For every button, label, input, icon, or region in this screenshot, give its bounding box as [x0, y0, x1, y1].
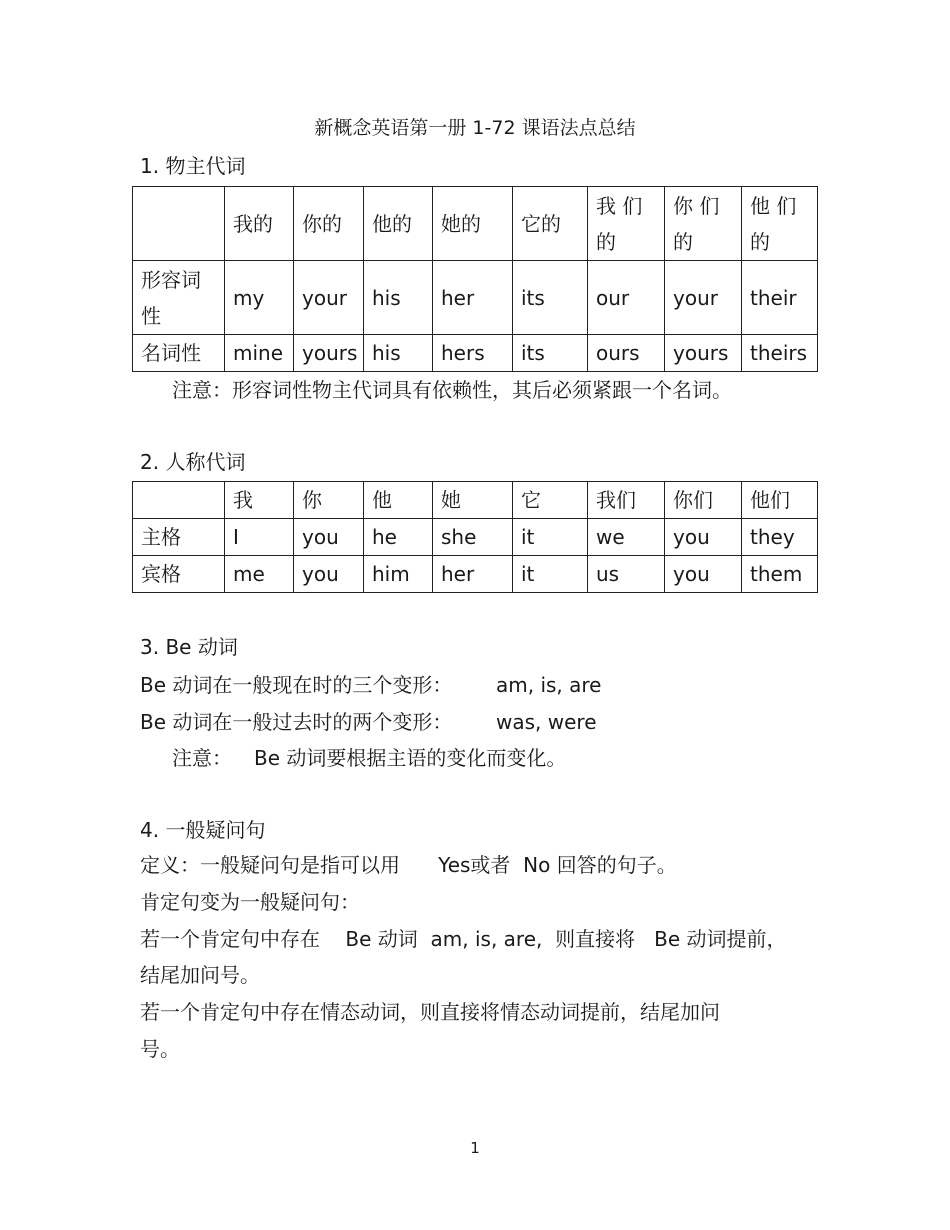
header-cell — [133, 187, 225, 261]
header-cell: 你 们的 — [665, 187, 742, 261]
header-cell: 我 — [225, 482, 294, 519]
table-cell: his — [364, 335, 433, 372]
table-cell: it — [513, 556, 588, 593]
table-header-row — [133, 482, 818, 519]
be-note-label: 注意： — [172, 746, 232, 770]
table-cell: your — [294, 261, 364, 335]
table-cell: you — [665, 556, 742, 593]
header-cell: 他的 — [364, 187, 433, 261]
table-row — [133, 519, 818, 556]
header-cell: 她的 — [433, 187, 513, 261]
header-cell: 她 — [433, 482, 513, 519]
header-cell: 你 — [294, 482, 364, 519]
row-label: 形容词性 — [133, 261, 225, 335]
section-heading-yes-no-questions: 4. 一般疑问句 — [140, 818, 266, 842]
rule-modal-line1: 若一个肯定句中存在情态动词，则直接将情态动词提前，结尾加问 — [140, 1000, 720, 1024]
table-cell: he — [364, 519, 433, 556]
header-cell: 我的 — [225, 187, 294, 261]
table-cell: him — [364, 556, 433, 593]
header-cell: 它的 — [513, 187, 588, 261]
table-cell: it — [513, 519, 588, 556]
header-cell: 它 — [513, 482, 588, 519]
personal-pronouns-table — [132, 481, 818, 593]
table-cell: you — [294, 556, 364, 593]
section-heading-be-verbs: 3. Be 动词 — [140, 635, 238, 659]
yes-no-definition: 定义：一般疑问句是指可以用 Yes或者 No 回答的句子。 — [140, 853, 677, 877]
rule-modal-line2: 号。 — [140, 1037, 180, 1061]
possessive-pronouns-table — [132, 186, 818, 372]
be-present-label: Be 动词在一般现在时的三个变形： — [140, 673, 453, 697]
header-cell: 他们 — [742, 482, 818, 519]
table-cell: theirs — [742, 335, 818, 372]
be-past-label: Be 动词在一般过去时的两个变形： — [140, 710, 453, 734]
table-cell: us — [588, 556, 665, 593]
table-cell: she — [433, 519, 513, 556]
transform-heading: 肯定句变为一般疑问句： — [140, 890, 360, 914]
be-note-text: Be 动词要根据主语的变化而变化。 — [254, 746, 567, 770]
rule-be-verb-line1: 若一个肯定句中存在 Be 动词 am, is, are, 则直接将 Be 动词提前， — [140, 927, 787, 951]
header-cell: 我们 — [588, 482, 665, 519]
header-cell — [133, 482, 225, 519]
table-cell: its — [513, 335, 588, 372]
table-cell: their — [742, 261, 818, 335]
header-cell: 我 们的 — [588, 187, 665, 261]
table-cell: its — [513, 261, 588, 335]
be-present-forms: am, is, are — [496, 673, 602, 697]
table-cell: his — [364, 261, 433, 335]
table-cell: her — [433, 261, 513, 335]
table-cell: me — [225, 556, 294, 593]
header-cell: 他 — [364, 482, 433, 519]
table-row — [133, 261, 818, 335]
page-title: 新概念英语第一册 1-72 课语法点总结 — [314, 117, 636, 139]
row-label: 主格 — [133, 519, 225, 556]
section-heading-possessive-pronouns: 1. 物主代词 — [140, 154, 246, 178]
table-cell: you — [665, 519, 742, 556]
table-cell: my — [225, 261, 294, 335]
row-label: 名词性 — [133, 335, 225, 372]
table-row — [133, 335, 818, 372]
table-cell: your — [665, 261, 742, 335]
possessive-note: 注意：形容词性物主代词具有依赖性，其后必须紧跟一个名词。 — [172, 378, 732, 402]
table-cell: mine — [225, 335, 294, 372]
table-cell: they — [742, 519, 818, 556]
table-header-row — [133, 187, 818, 261]
table-cell: you — [294, 519, 364, 556]
table-cell: yours — [294, 335, 364, 372]
table-cell: her — [433, 556, 513, 593]
table-cell: ours — [588, 335, 665, 372]
header-cell: 你的 — [294, 187, 364, 261]
row-label: 宾格 — [133, 556, 225, 593]
header-cell: 你们 — [665, 482, 742, 519]
table-cell: them — [742, 556, 818, 593]
section-heading-personal-pronouns: 2. 人称代词 — [140, 450, 246, 474]
page-number: 1 — [470, 1139, 480, 1157]
table-cell: our — [588, 261, 665, 335]
table-cell: I — [225, 519, 294, 556]
table-row — [133, 556, 818, 593]
header-cell: 他 们的 — [742, 187, 818, 261]
table-cell: hers — [433, 335, 513, 372]
rule-be-verb-line2: 结尾加问号。 — [140, 963, 260, 987]
be-past-forms: was, were — [496, 710, 597, 734]
table-cell: we — [588, 519, 665, 556]
table-cell: yours — [665, 335, 742, 372]
